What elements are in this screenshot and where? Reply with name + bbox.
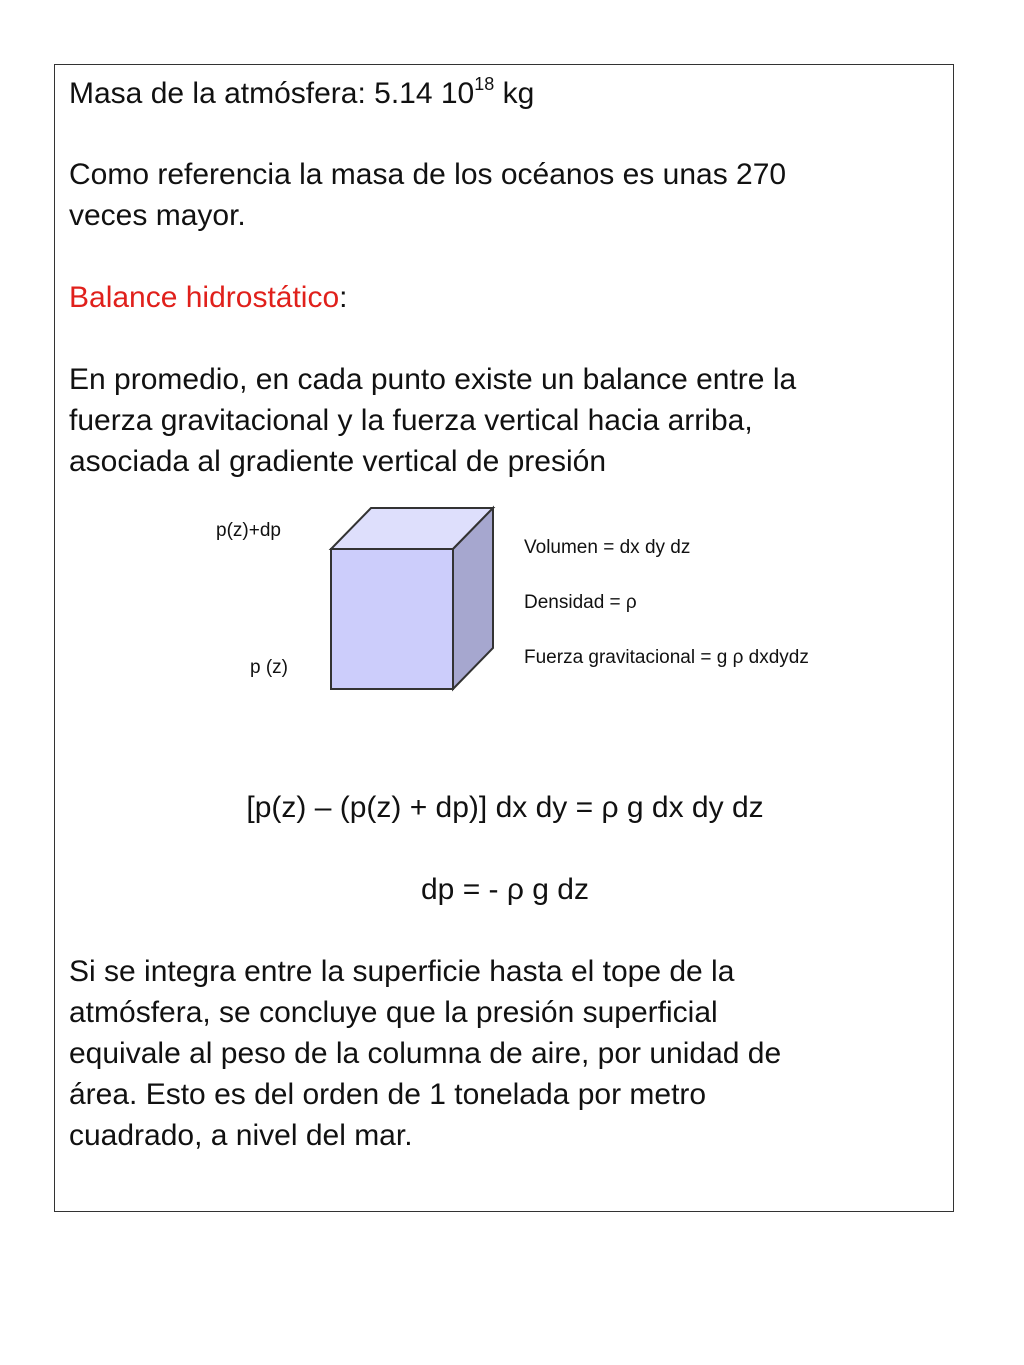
air-parcel-cube xyxy=(328,505,496,693)
intro-line-2: fuerza gravitacional y la fuerza vertical hacia arriba, xyxy=(69,404,753,437)
conclusion-line-5: cuadrado, a nivel del mar. xyxy=(69,1119,413,1152)
top-pressure-label: p(z)+dp xyxy=(216,520,281,541)
conclusion-line-2: atmósfera, se concluye que la presión superficial xyxy=(69,996,718,1029)
conclusion-line-1: Si se integra entre la superficie hasta el tope de la xyxy=(69,955,735,988)
intro-line-1: En promedio, en cada punto existe un balance entre la xyxy=(69,363,797,396)
atmosphere-mass-line xyxy=(69,74,534,114)
ocean-reference-line-2: veces mayor. xyxy=(69,199,246,232)
heading-label: Balance hidrostático xyxy=(69,281,340,314)
mass-text: Masa de la atmósfera: 5.14 10 xyxy=(69,77,475,110)
intro-line-3: asociada al gradiente vertical de presión xyxy=(69,445,606,478)
conclusion-line-3: equivale al peso de la columna de aire, por unidad de xyxy=(69,1037,782,1070)
gravity-force-label: Fuerza gravitacional = g ρ dxdydz xyxy=(524,647,809,668)
conclusion-line-4: área. Esto es del orden de 1 tonelada por metro xyxy=(69,1078,707,1111)
mass-exponent: 18 xyxy=(474,74,495,94)
density-label: Densidad = ρ xyxy=(524,592,637,613)
mass-unit: kg xyxy=(494,77,535,110)
balance-equation: [p(z) – (p(z) + dp)] dx dy = ρ g dx dy dz xyxy=(246,791,764,824)
section-heading xyxy=(69,278,348,318)
bottom-pressure-label: p (z) xyxy=(250,657,288,678)
result-equation: dp = - ρ g dz xyxy=(421,873,589,906)
ocean-reference-line-1: Como referencia la masa de los océanos es unas 270 xyxy=(69,158,787,191)
heading-colon: : xyxy=(339,281,348,314)
volume-label: Volumen = dx dy dz xyxy=(524,537,691,558)
cube-front-face xyxy=(331,549,453,689)
